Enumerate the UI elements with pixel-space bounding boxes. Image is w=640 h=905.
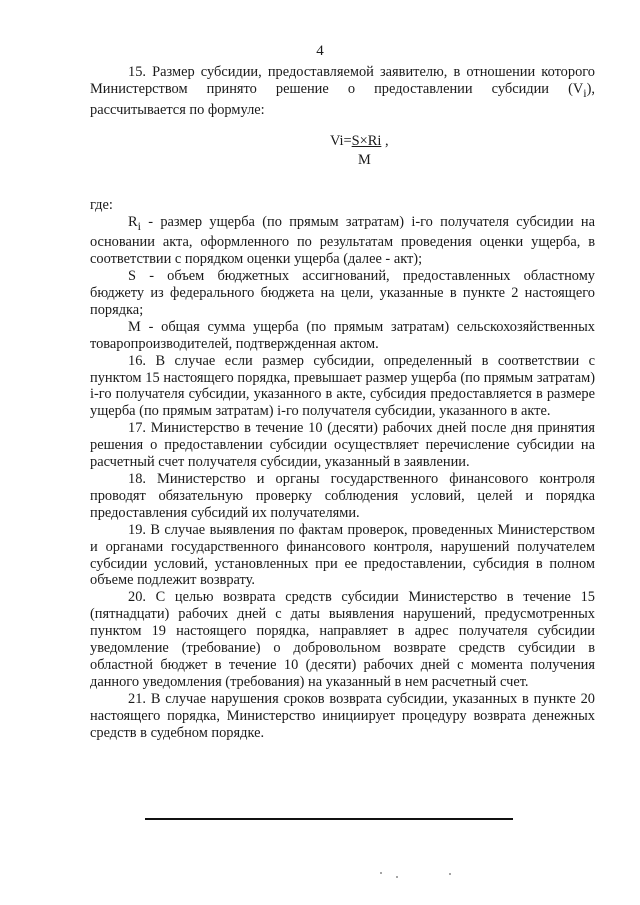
formula-top — [330, 133, 389, 150]
scan-speck — [396, 876, 398, 878]
paragraph-15-text: 15. Размер субсидии, предоставляемой заявителю, в отношении которого Министерством принято решение о предоставлении субсидии (V — [90, 64, 595, 97]
formula-denominator: M — [358, 151, 371, 168]
paragraph-15 — [90, 64, 595, 119]
paragraph-21: 21. В случае нарушения сроков возврата субсидии, указанных в пункте 20 настоящего порядка, Министерство инициирует процедуру возврата денежных средств в судебном порядке. — [90, 690, 595, 741]
formula-numerator: S×Ri — [351, 132, 382, 149]
definition-r — [90, 214, 595, 269]
definition-r-text: - размер ущерба (по прямым затратам) i-го получателя субсидии на основании акта, оформленного по результатам проведения оценки ущерба, в соответствии с порядком оценки ущерба (далее - акт); — [90, 213, 595, 268]
paragraph-16: 16. В случае если размер субсидии, определенный в соответствии с пунктом 15 настоящего порядка, превышает размер ущерба (по прямым затратам) i-го получателя субсидии, указанного в акте, субсидия предоставляется в размере ущерба (по прямым затратам) i-го получателя субсидии, указанного в акте. — [90, 352, 595, 420]
paragraph-18: 18. Министерство и органы государственного финансового контроля проводят обязательную проверку соблюдения условий, целей и порядка предоставления субсидий их получателями. — [90, 470, 595, 521]
page-number: 4 — [316, 43, 324, 59]
paragraph-17: 17. Министерство в течение 10 (десяти) рабочих дней после дня принятия решения о предоставлении субсидии осуществляет перечисление субсидии на расчетный счет получателя субсидии, указанный в заявлении. — [90, 420, 595, 471]
paragraph-20: 20. С целью возврата средств субсидии Министерство в течение 15 (пятнадцати) рабочих дней с даты выявления нарушений, предусмотренных пунктом 19 настоящего порядка, направляет в адрес получателя субсидии уведомление (требование) о добровольном возврате средств субсидии в областной бюджет в течение 10 (десяти) рабочих дней с момента получения данного уведомления (требования) на указанный в нем расчетный счет. — [90, 589, 595, 690]
definition-m: М - общая сумма ущерба (по прямым затратам) сельскохозяйственных товаропроизводителей, подтвержденная актом. — [90, 318, 595, 352]
definition-r-subscript: i — [137, 218, 141, 233]
definition-s: S - объем бюджетных ассигнований, предоставленных областному бюджету из федерального бюджета на цели, указанные в пункте 2 настоящего порядка; — [90, 268, 595, 318]
definition-r-symbol: R — [128, 213, 138, 230]
formula-suffix: , — [381, 132, 389, 149]
scan-speck — [449, 873, 451, 875]
where-label: где: — [90, 196, 113, 213]
paragraph-19: 19. В случае выявления по фактам проверок, проведенных Министерством и органами государственного финансового контроля, нарушений получателем субсидии условий, установленных при ее предоставлении, субсидия в полном объеме подлежит возврату. — [90, 521, 595, 589]
formula — [90, 133, 595, 177]
scan-speck — [380, 872, 382, 874]
paragraph-15-subscript: i — [583, 85, 587, 100]
signature-line — [145, 818, 513, 820]
paragraph-15-text-end: ), рассчитывается по формуле: — [90, 80, 595, 118]
document-body — [90, 64, 595, 741]
formula-lhs: Vi= — [330, 132, 352, 149]
